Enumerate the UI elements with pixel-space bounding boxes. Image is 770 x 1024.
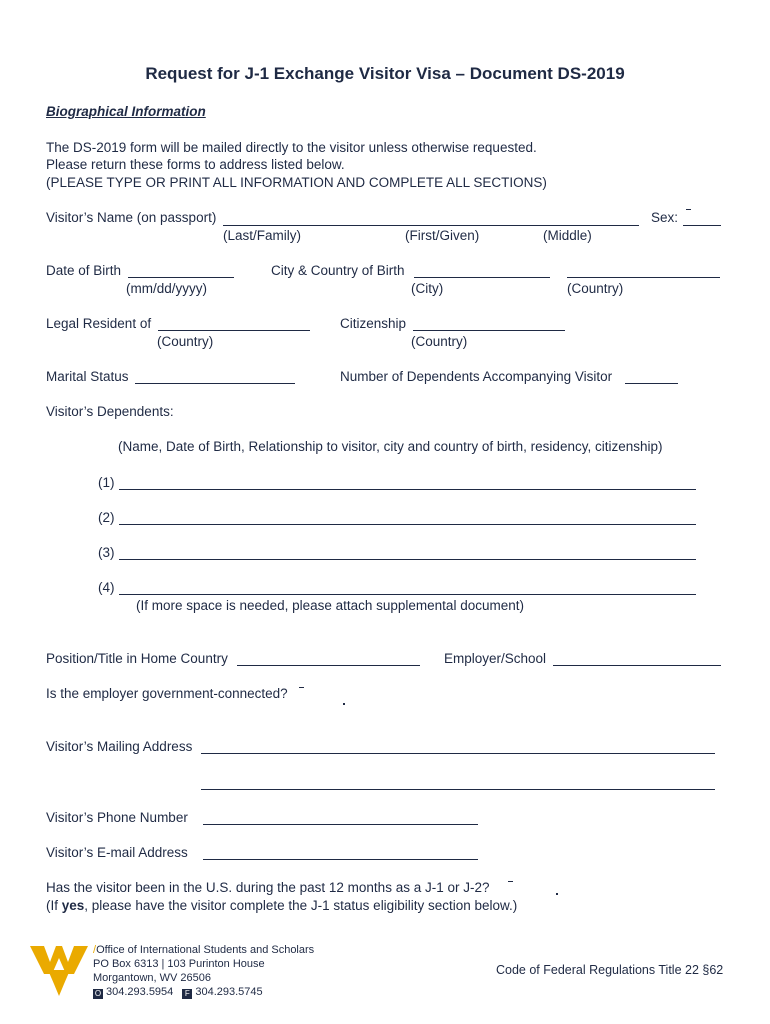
dependent-3-field[interactable]	[119, 559, 696, 560]
last-family-label: (Last/Family)	[223, 228, 302, 243]
sex-field[interactable]	[683, 225, 721, 226]
num-dependents-field[interactable]	[625, 383, 678, 384]
legal-resident-field[interactable]	[158, 330, 310, 331]
sex-dropdown-marker[interactable]	[686, 209, 691, 210]
first-given-label: (First/Given)	[405, 228, 480, 243]
birth-place-label: City & Country of Birth	[271, 263, 405, 278]
section-title: Biographical Information	[46, 104, 206, 119]
in-us-question: Has the visitor been in the U.S. during the past 12 months as a J-1 or J-2?	[46, 880, 490, 895]
visitor-name-label: Visitor’s Name (on passport)	[46, 210, 217, 225]
dob-field[interactable]	[128, 277, 234, 278]
in-us-dropdown[interactable]	[508, 881, 513, 882]
if-yes-note: (If yes, please have the visitor complete the J-1 status eligibility section below.)	[46, 898, 518, 913]
intro-line-1: The DS-2019 form will be mailed directly to the visitor unless otherwise requested.	[46, 140, 537, 155]
birth-city-field[interactable]	[414, 277, 550, 278]
office-po-box: PO Box 6313 | 103 Purinton House	[93, 958, 265, 970]
dependents-label: Visitor’s Dependents:	[46, 404, 174, 419]
num-dependents-label: Number of Dependents Accompanying Visitor	[340, 369, 613, 384]
office-city: Morgantown, WV 26506	[93, 972, 212, 984]
birth-city-label: (City)	[411, 281, 444, 296]
legal-resident-label: Legal Resident of	[46, 316, 152, 331]
fax-icon: F	[182, 989, 192, 999]
position-title-field[interactable]	[237, 665, 420, 666]
phone-label: Visitor’s Phone Number	[46, 810, 188, 825]
gov-connected-label: Is the employer government-connected?	[46, 686, 288, 701]
birth-country-field[interactable]	[567, 277, 720, 278]
position-title-label: Position/Title in Home Country	[46, 651, 228, 666]
phone-icon: O	[94, 989, 102, 998]
mailing-address-line-1[interactable]	[201, 753, 715, 754]
citizenship-label: Citizenship	[340, 316, 407, 331]
more-space-note: (If more space is needed, please attach supplemental document)	[136, 598, 524, 613]
office-contact	[93, 986, 263, 999]
gov-connected-dropdown[interactable]	[299, 687, 304, 688]
university-logo	[30, 940, 88, 996]
dob-label: Date of Birth	[46, 263, 122, 278]
intro-line-3: (PLEASE TYPE OR PRINT ALL INFORMATION AND COMPLETE ALL SECTIONS)	[46, 175, 547, 190]
office-phone: 304.293.5954	[106, 986, 174, 998]
intro-line-2: Please return these forms to address listed below.	[46, 157, 345, 172]
email-field[interactable]	[203, 859, 478, 860]
phone-field[interactable]	[203, 824, 478, 825]
dependent-4-label: (4)	[98, 580, 115, 595]
marital-status-field[interactable]	[135, 383, 295, 384]
mailing-address-line-2[interactable]	[201, 789, 715, 790]
legal-resident-country-label: (Country)	[157, 334, 214, 349]
office-name: /Office of International Students and Scholars	[93, 944, 315, 956]
mailing-address-label: Visitor’s Mailing Address	[46, 739, 193, 754]
visitor-name-field[interactable]	[223, 225, 639, 226]
dob-format-label: (mm/dd/yyyy)	[126, 281, 207, 296]
citizenship-field[interactable]	[413, 330, 565, 331]
sex-label: Sex:	[651, 210, 679, 225]
middle-label: (Middle)	[543, 228, 592, 243]
office-fax: 304.293.5745	[195, 986, 263, 998]
dependent-4-field[interactable]	[119, 594, 696, 595]
birth-country-label: (Country)	[567, 281, 624, 296]
employer-field[interactable]	[553, 665, 721, 666]
dependent-1-label: (1)	[98, 475, 115, 490]
email-label: Visitor’s E-mail Address	[46, 845, 188, 860]
gov-connected-dropdown-dot	[343, 703, 345, 705]
marital-status-label: Marital Status	[46, 369, 129, 384]
in-us-dropdown-dot	[556, 893, 558, 895]
dependents-hint: (Name, Date of Birth, Relationship to visitor, city and country of birth, residency, citizenship)	[118, 439, 663, 454]
dependent-1-field[interactable]	[119, 489, 696, 490]
regulation-note: Code of Federal Regulations Title 22 §62	[496, 963, 724, 977]
dependent-3-label: (3)	[98, 545, 115, 560]
dependent-2-label: (2)	[98, 510, 115, 525]
page-title: Request for J-1 Exchange Visitor Visa – Document DS-2019	[145, 64, 625, 83]
dependent-2-field[interactable]	[119, 524, 696, 525]
citizenship-country-label: (Country)	[411, 334, 468, 349]
employer-label: Employer/School	[444, 651, 547, 666]
